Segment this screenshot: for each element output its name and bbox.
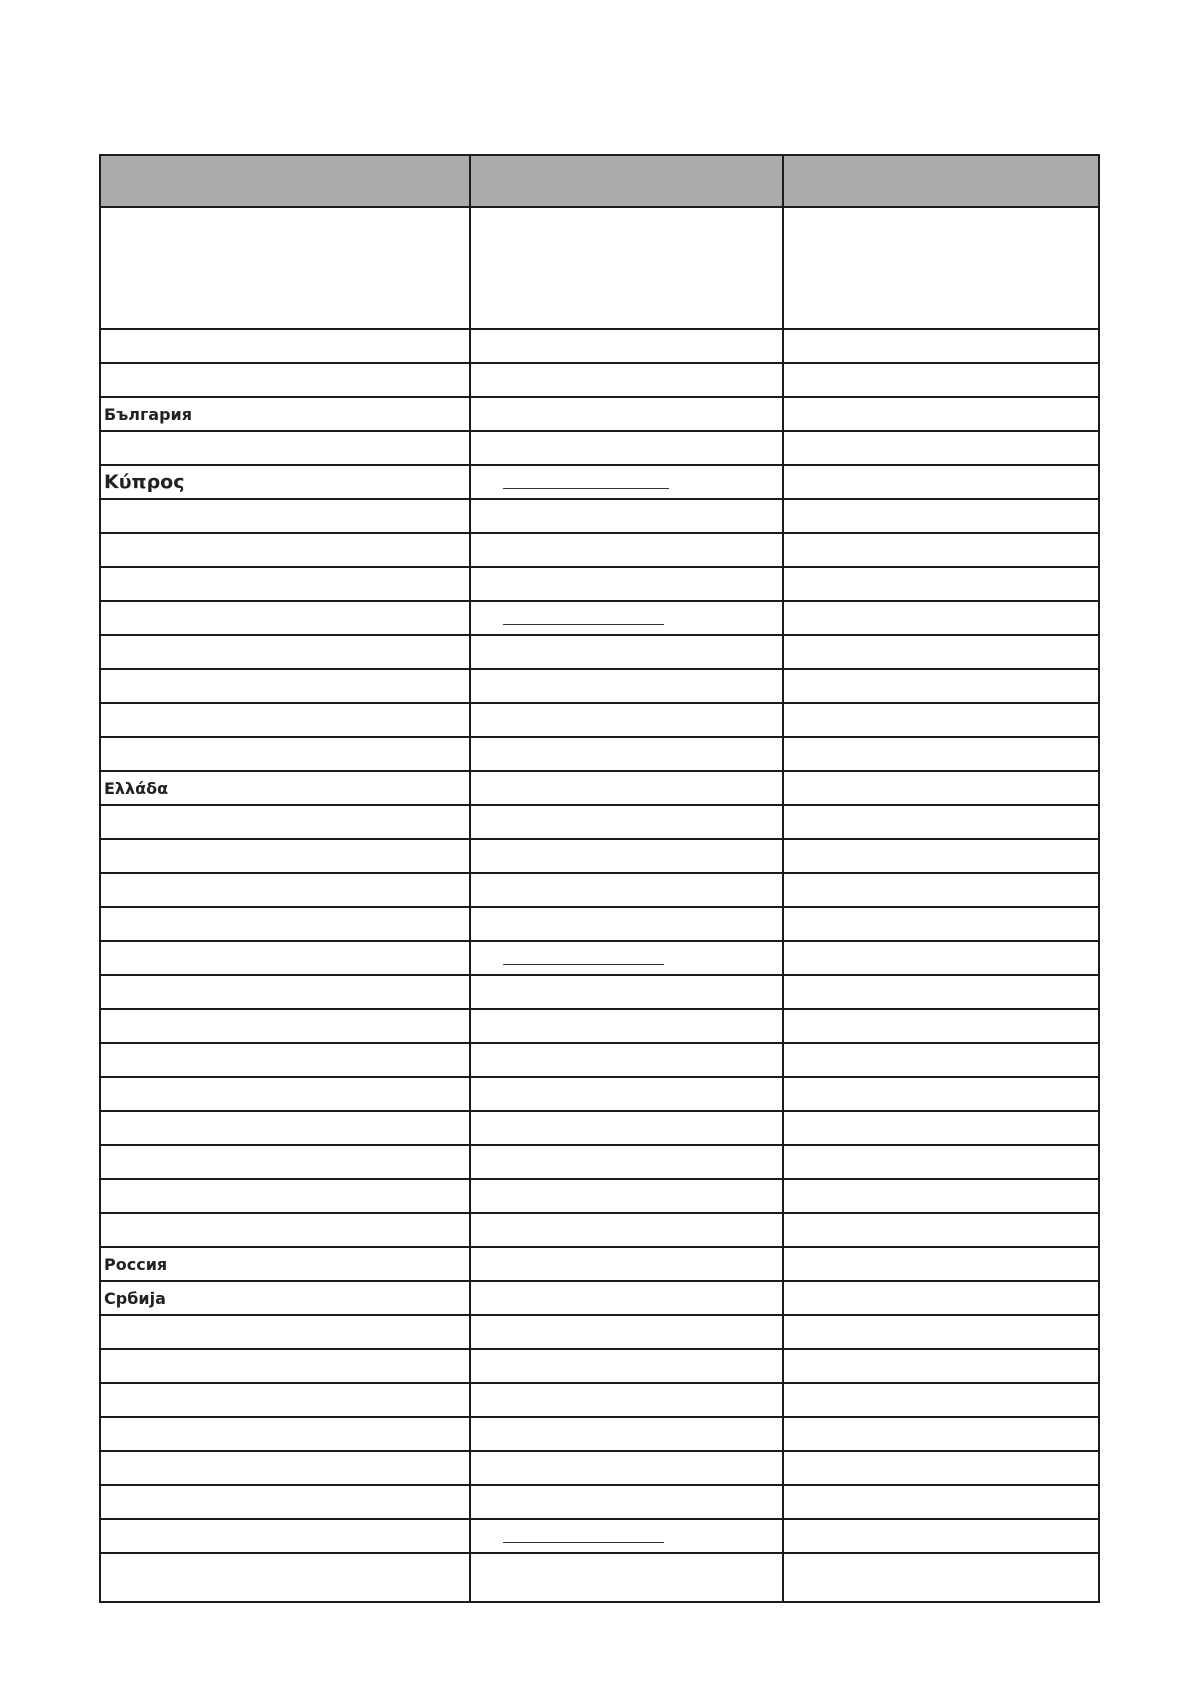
middle-cell <box>470 1077 783 1111</box>
table-row <box>100 1417 1099 1451</box>
middle-cell <box>470 1145 783 1179</box>
middle-cell <box>470 1213 783 1247</box>
link-underline[interactable] <box>503 1542 664 1543</box>
middle-cell <box>470 839 783 873</box>
right-cell <box>783 1145 1099 1179</box>
right-cell <box>783 771 1099 805</box>
right-cell <box>783 1519 1099 1553</box>
middle-cell <box>470 397 783 431</box>
country-cell <box>100 907 470 941</box>
middle-cell <box>470 669 783 703</box>
right-cell <box>783 941 1099 975</box>
right-cell <box>783 1179 1099 1213</box>
middle-cell <box>470 771 783 805</box>
country-cell <box>100 1519 470 1553</box>
right-cell <box>783 1383 1099 1417</box>
middle-cell <box>470 1349 783 1383</box>
middle-cell <box>470 1281 783 1315</box>
middle-cell[interactable] <box>470 1519 783 1553</box>
middle-cell <box>470 1383 783 1417</box>
middle-cell <box>470 1417 783 1451</box>
country-cell <box>100 1451 470 1485</box>
table-row <box>100 1111 1099 1145</box>
table-row <box>100 635 1099 669</box>
table-row <box>100 941 1099 975</box>
country-cell <box>100 1247 470 1281</box>
country-name: Србија <box>104 1288 166 1308</box>
table-row <box>100 1553 1099 1602</box>
right-cell <box>783 1247 1099 1281</box>
table-header-row <box>100 155 1099 207</box>
right-cell <box>783 363 1099 397</box>
country-cell <box>100 1111 470 1145</box>
country-name: България <box>104 404 193 424</box>
country-cell <box>100 941 470 975</box>
country-cell <box>100 771 470 805</box>
right-cell <box>783 1111 1099 1145</box>
right-cell <box>783 329 1099 363</box>
country-cell <box>100 839 470 873</box>
right-cell <box>783 703 1099 737</box>
table-body <box>100 207 1099 1602</box>
country-cell <box>100 1553 470 1602</box>
table-row <box>100 397 1099 431</box>
link-underline[interactable] <box>503 488 669 489</box>
middle-cell <box>470 635 783 669</box>
table-row <box>100 1179 1099 1213</box>
country-name: Ελλάδα <box>104 778 169 798</box>
country-cell <box>100 635 470 669</box>
country-cell <box>100 1349 470 1383</box>
middle-cell <box>470 1179 783 1213</box>
country-cell <box>100 669 470 703</box>
table-row <box>100 839 1099 873</box>
table-row <box>100 737 1099 771</box>
right-cell <box>783 1281 1099 1315</box>
table-row <box>100 1213 1099 1247</box>
table-row <box>100 1519 1099 1553</box>
middle-cell <box>470 1009 783 1043</box>
middle-cell <box>470 1247 783 1281</box>
country-cell <box>100 1179 470 1213</box>
middle-cell[interactable] <box>470 601 783 635</box>
right-cell <box>783 1417 1099 1451</box>
table-row <box>100 703 1099 737</box>
table-row <box>100 601 1099 635</box>
middle-cell <box>470 703 783 737</box>
table-row <box>100 567 1099 601</box>
right-cell <box>783 431 1099 465</box>
middle-cell <box>470 207 783 329</box>
header-cell-country <box>100 155 470 207</box>
link-underline[interactable] <box>503 964 664 965</box>
table-row <box>100 1349 1099 1383</box>
table-row <box>100 465 1099 499</box>
right-cell <box>783 567 1099 601</box>
country-cell <box>100 1077 470 1111</box>
right-cell <box>783 737 1099 771</box>
country-cell <box>100 805 470 839</box>
header-cell-right <box>783 155 1099 207</box>
table-row <box>100 1315 1099 1349</box>
middle-cell <box>470 329 783 363</box>
right-cell <box>783 839 1099 873</box>
right-cell <box>783 907 1099 941</box>
country-cell <box>100 397 470 431</box>
table-row <box>100 1043 1099 1077</box>
right-cell <box>783 669 1099 703</box>
country-cell <box>100 567 470 601</box>
middle-cell <box>470 533 783 567</box>
right-cell <box>783 499 1099 533</box>
table-row <box>100 363 1099 397</box>
table-row <box>100 499 1099 533</box>
right-cell <box>783 1009 1099 1043</box>
middle-cell <box>470 805 783 839</box>
country-cell <box>100 1417 470 1451</box>
country-cell <box>100 1281 470 1315</box>
middle-cell <box>470 975 783 1009</box>
country-name: Κύπρος <box>104 471 185 493</box>
country-cell <box>100 601 470 635</box>
right-cell <box>783 1349 1099 1383</box>
table-row <box>100 1383 1099 1417</box>
right-cell <box>783 805 1099 839</box>
right-cell <box>783 1315 1099 1349</box>
right-cell <box>783 975 1099 1009</box>
header-cell-middle <box>470 155 783 207</box>
right-cell <box>783 1451 1099 1485</box>
middle-cell <box>470 363 783 397</box>
right-cell <box>783 1213 1099 1247</box>
right-cell <box>783 207 1099 329</box>
country-cell <box>100 329 470 363</box>
table-row <box>100 329 1099 363</box>
middle-cell[interactable] <box>470 465 783 499</box>
middle-cell <box>470 431 783 465</box>
table-row <box>100 873 1099 907</box>
country-cell <box>100 1315 470 1349</box>
middle-cell <box>470 1043 783 1077</box>
right-cell <box>783 1553 1099 1602</box>
right-cell <box>783 601 1099 635</box>
table-row <box>100 1451 1099 1485</box>
country-cell <box>100 431 470 465</box>
middle-cell <box>470 1451 783 1485</box>
table-row <box>100 907 1099 941</box>
table-row <box>100 771 1099 805</box>
country-cell <box>100 207 470 329</box>
table-row <box>100 207 1099 329</box>
middle-cell <box>470 1111 783 1145</box>
country-cell <box>100 873 470 907</box>
middle-cell[interactable] <box>470 941 783 975</box>
country-table <box>99 154 1100 1603</box>
country-cell <box>100 363 470 397</box>
middle-cell <box>470 499 783 533</box>
table-row <box>100 1145 1099 1179</box>
right-cell <box>783 465 1099 499</box>
middle-cell <box>470 873 783 907</box>
country-cell <box>100 1213 470 1247</box>
right-cell <box>783 1043 1099 1077</box>
right-cell <box>783 1485 1099 1519</box>
country-cell <box>100 1009 470 1043</box>
table-row <box>100 431 1099 465</box>
country-cell <box>100 533 470 567</box>
country-cell <box>100 1383 470 1417</box>
country-cell <box>100 1043 470 1077</box>
right-cell <box>783 1077 1099 1111</box>
country-cell <box>100 499 470 533</box>
country-cell <box>100 1485 470 1519</box>
middle-cell <box>470 737 783 771</box>
country-name: Россия <box>104 1254 168 1274</box>
country-cell <box>100 1145 470 1179</box>
middle-cell <box>470 1485 783 1519</box>
country-cell <box>100 703 470 737</box>
link-underline[interactable] <box>503 624 664 625</box>
right-cell <box>783 873 1099 907</box>
table-row <box>100 669 1099 703</box>
country-cell <box>100 737 470 771</box>
table-row <box>100 533 1099 567</box>
middle-cell <box>470 907 783 941</box>
country-cell <box>100 975 470 1009</box>
middle-cell <box>470 567 783 601</box>
table-row <box>100 1247 1099 1281</box>
table-row <box>100 1077 1099 1111</box>
middle-cell <box>470 1553 783 1602</box>
middle-cell <box>470 1315 783 1349</box>
right-cell <box>783 635 1099 669</box>
right-cell <box>783 397 1099 431</box>
table-row <box>100 1485 1099 1519</box>
country-cell <box>100 465 470 499</box>
table-row <box>100 805 1099 839</box>
table-row <box>100 1009 1099 1043</box>
table-row <box>100 975 1099 1009</box>
right-cell <box>783 533 1099 567</box>
table-row <box>100 1281 1099 1315</box>
